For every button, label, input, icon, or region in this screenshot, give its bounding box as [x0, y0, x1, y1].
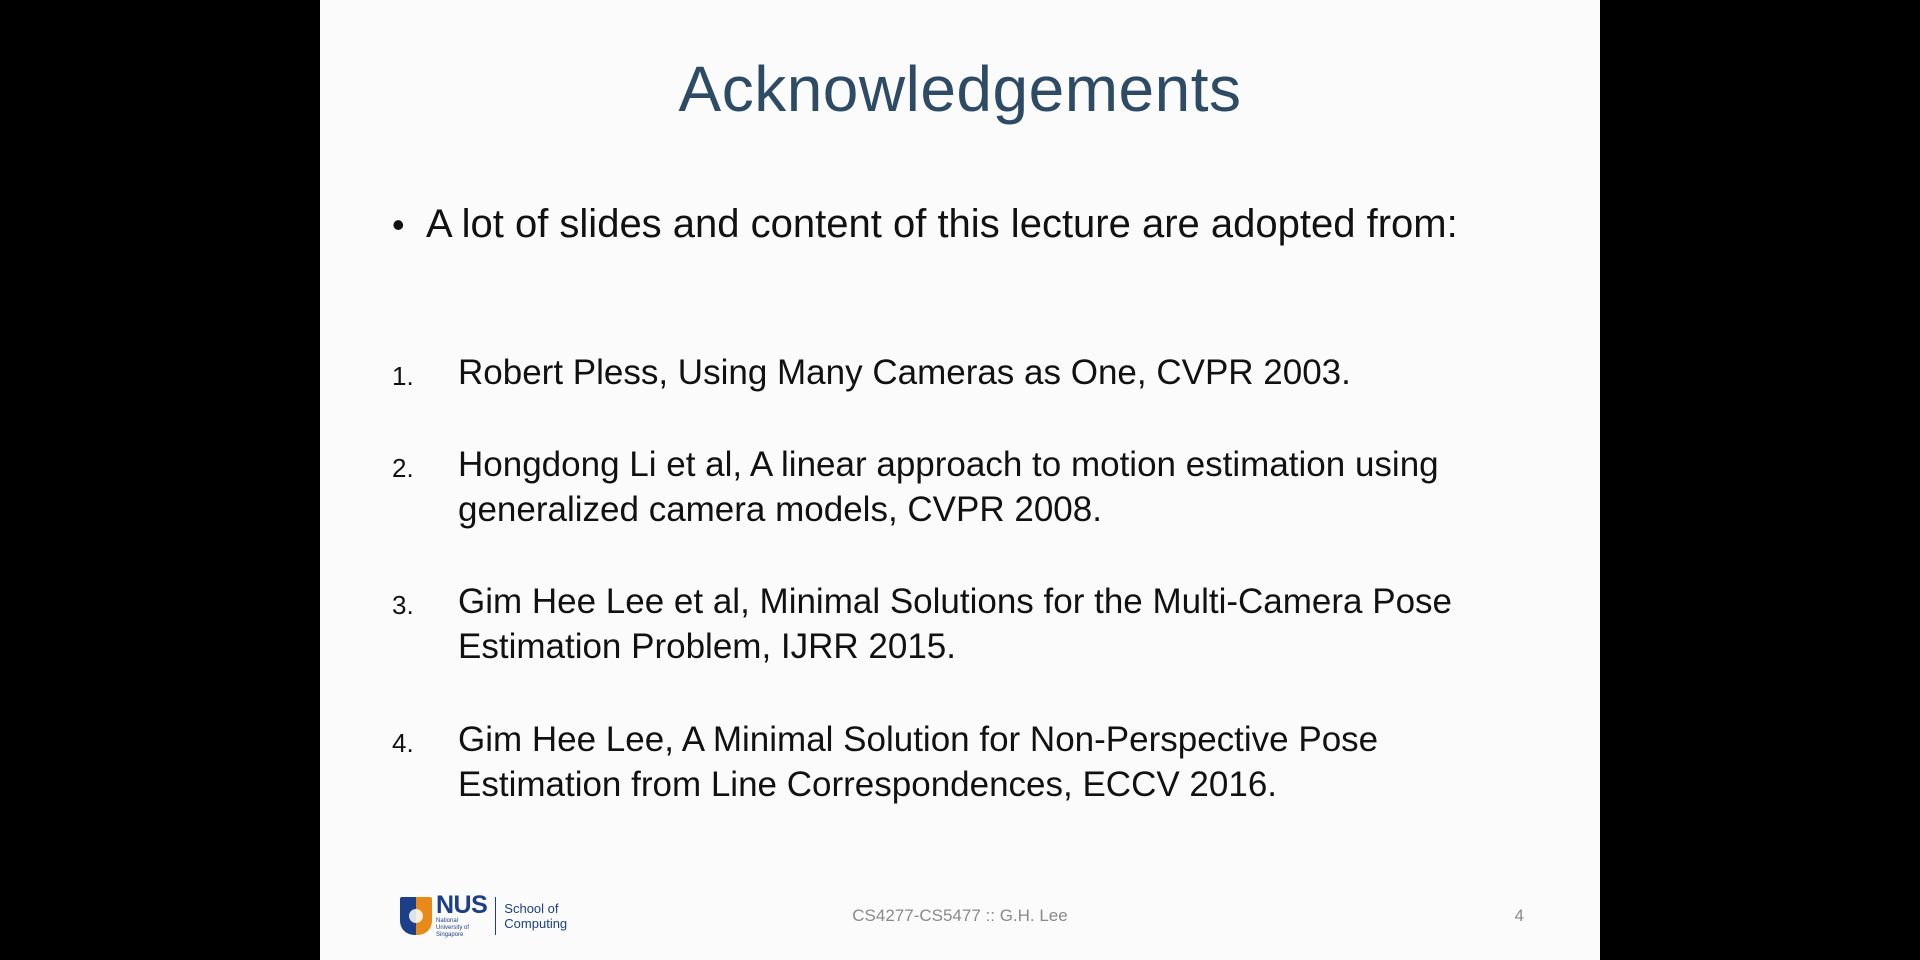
slide-number: 4 — [1514, 906, 1524, 925]
intro-bullet-item — [392, 198, 1522, 251]
bullet-icon: • — [392, 204, 405, 245]
nus-logo-text: NUS — [436, 891, 488, 919]
reference-number: 2. — [392, 453, 414, 483]
reference-number: 4. — [392, 728, 414, 758]
course-footer-text: CS4277-CS5477 :: G.H. Lee — [852, 906, 1068, 925]
reference-item — [392, 350, 1522, 399]
slide-footer — [320, 890, 1600, 940]
reference-item — [392, 442, 1522, 532]
reference-text: Gim Hee Lee et al, Minimal Solutions for the Multi-Camera Pose Estimation Problem, IJRR 2015. — [458, 582, 1453, 666]
school-name: School of Computing — [504, 901, 568, 931]
reference-item — [392, 579, 1522, 669]
slide — [320, 0, 1600, 960]
reference-text: Hongdong Li et al, A linear approach to motion estimation using generalized camera models, CVPR 2008. — [458, 445, 1439, 529]
reference-item — [392, 717, 1522, 807]
nus-logo-subtitle: National University of Singapore — [436, 918, 470, 938]
reference-number: 3. — [392, 590, 414, 620]
slide-title: Acknowledgements — [678, 53, 1242, 125]
reference-number: 1. — [392, 361, 414, 391]
intro-text: A lot of slides and content of this lecture are adopted from: — [426, 202, 1458, 246]
reference-text: Robert Pless, Using Many Cameras as One, CVPR 2003. — [458, 353, 1351, 392]
reference-text: Gim Hee Lee, A Minimal Solution for Non-Perspective Pose Estimation from Line Correspondences, ECCV 2016. — [458, 720, 1379, 804]
